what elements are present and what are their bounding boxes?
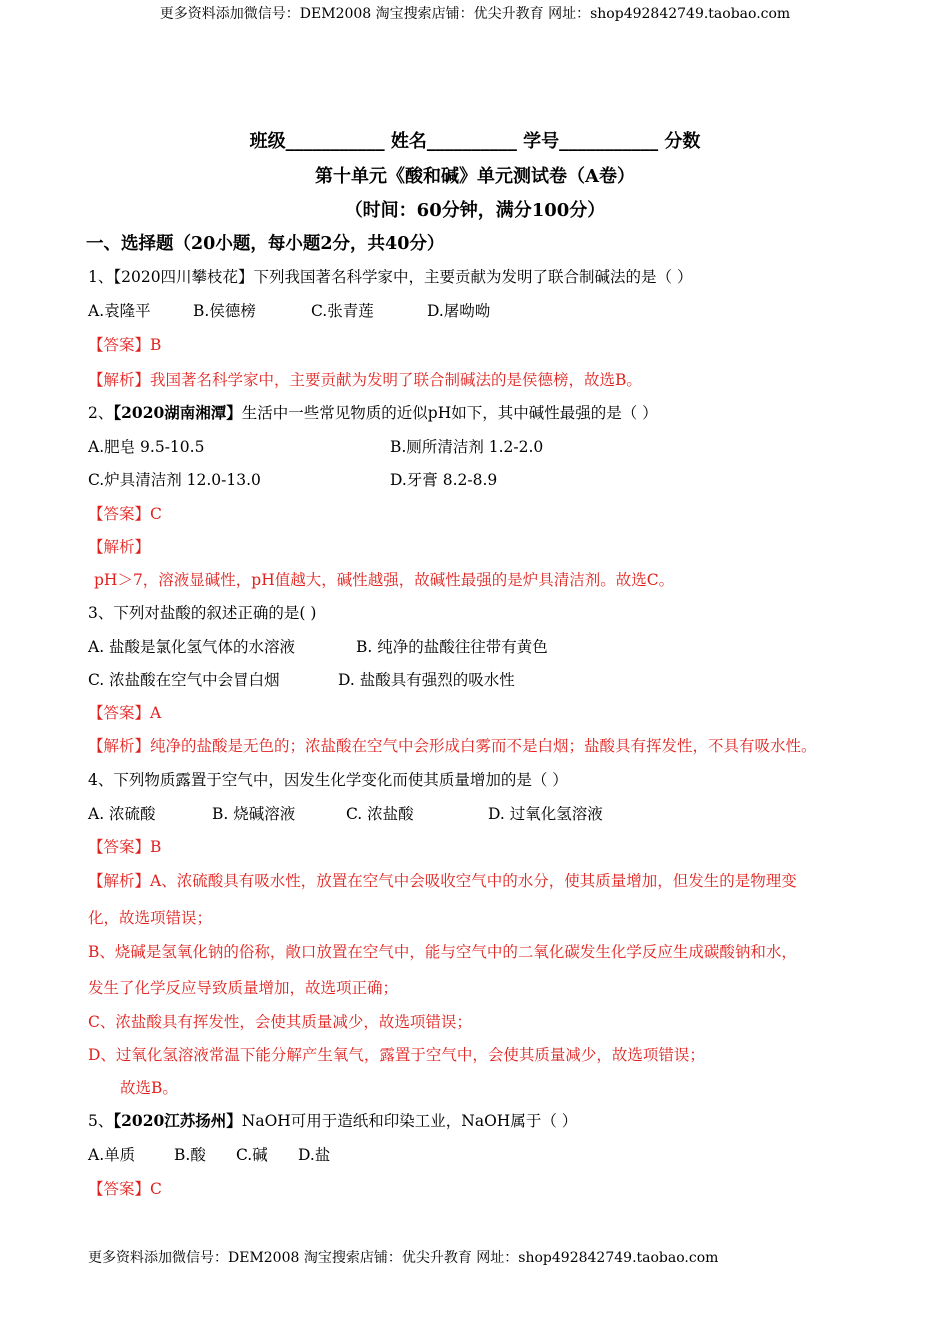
page-footer: 更多资料添加微信号：DEM2008 淘宝搜索店铺：优尖升教育 网址：shop492842749.taobao.com <box>88 1250 719 1266</box>
question-5-answer: 【答案】C <box>88 1180 162 1198</box>
question-2-options-row-2 <box>88 468 497 490</box>
question-source: 【2020江苏扬州】 <box>113 1111 242 1130</box>
question-4-stem: 4、下列物质露置于空气中，因发生化学变化而使其质量增加的是（ ） <box>88 771 568 789</box>
page-header: 更多资料添加微信号：DEM2008 淘宝搜索店铺：优尖升教育 网址：shop492842749.taobao.com <box>159 6 791 22</box>
student-info-fields: 班级___________ 姓名__________ 学号___________ 分数 <box>249 131 701 152</box>
option-c: C. 浓盐酸在空气中会冒白烟 <box>88 671 280 689</box>
question-4-analysis-line-2: 化，故选项错误； <box>88 909 213 927</box>
option-d: D. 过氧化氢溶液 <box>488 805 603 823</box>
question-1-analysis: 【解析】我国著名科学家中，主要贡献为发明了联合制碱法的是侯德榜，故选B。 <box>88 371 642 389</box>
question-4-analysis-line-7: 故选B。 <box>120 1079 178 1097</box>
question-4-analysis-line-1: 【解析】A、浓硫酸具有吸水性，放置在空气中会吸收空气中的水分，使其质量增加，但发生的是物理变 <box>88 872 797 890</box>
option-b: B. 烧碱溶液 <box>212 805 296 823</box>
question-4-answer: 【答案】B <box>88 838 162 856</box>
option-a: A. 盐酸是氯化氢气体的水溶液 <box>88 638 296 656</box>
question-4-analysis-line-5: C、浓盐酸具有挥发性，会使其质量减少，故选项错误； <box>88 1013 472 1031</box>
option-a: A.单质 <box>88 1146 136 1164</box>
option-d: D. 盐酸具有强烈的吸水性 <box>338 671 515 689</box>
option-b: B.侯德榜 <box>193 302 256 320</box>
exam-title: 第十单元《酸和碱》单元测试卷（A卷） <box>315 166 635 187</box>
question-5-options <box>88 1143 330 1165</box>
option-d: D.屠呦呦 <box>427 302 491 320</box>
question-text: 生活中一些常见物质的近似pH如下，其中碱性最强的是（ ） <box>241 404 658 422</box>
question-4-analysis-line-6: D、过氧化氢溶液常温下能分解产生氧气，露置于空气中，会使其质量减少，故选项错误； <box>88 1046 705 1064</box>
option-c: C.碱 <box>236 1146 268 1164</box>
question-5-stem <box>88 1109 577 1131</box>
option-c: C.炉具清洁剂 12.0-13.0 <box>88 471 261 489</box>
question-1-options <box>88 299 490 321</box>
option-d: D.牙膏 8.2-8.9 <box>390 471 498 489</box>
option-c: C.张青莲 <box>311 302 374 320</box>
question-1-answer: 【答案】B <box>88 336 162 354</box>
option-b: B. 纯净的盐酸往往带有黄色 <box>356 638 548 656</box>
question-3-analysis: 【解析】纯净的盐酸是无色的；浓盐酸在空气中会形成白雾而不是白烟；盐酸具有挥发性，不具有吸水性。 <box>88 737 817 755</box>
question-4-analysis-line-4: 发生了化学反应导致质量增加，故选项正确； <box>88 979 399 997</box>
question-2-options-row-1 <box>88 435 543 457</box>
option-a: A.袁隆平 <box>88 302 151 320</box>
question-3-answer: 【答案】A <box>88 704 162 722</box>
question-2-analysis-label: 【解析】 <box>88 538 151 556</box>
question-3-stem: 3、下列对盐酸的叙述正确的是( ) <box>88 604 317 622</box>
exam-subtitle: （时间：60分钟，满分100分） <box>344 200 606 221</box>
option-b: B.厕所清洁剂 1.2-2.0 <box>390 438 544 456</box>
option-a: A.肥皂 9.5-10.5 <box>88 438 205 456</box>
option-b: B.酸 <box>174 1146 206 1164</box>
question-2-stem <box>88 401 658 423</box>
question-2-answer: 【答案】C <box>88 505 162 523</box>
question-number: 5、 <box>88 1112 114 1130</box>
question-4-analysis-line-3: B、烧碱是氢氧化钠的俗称，敞口放置在空气中，能与空气中的二氧化碳发生化学反应生成碳酸钠和水， <box>88 943 797 961</box>
option-d: D.盐 <box>298 1146 331 1164</box>
question-3-options-row-2 <box>88 668 515 690</box>
question-source: 【2020湖南湘潭】 <box>113 403 242 422</box>
option-c: C. 浓盐酸 <box>346 805 414 823</box>
section-heading: 一、选择题（20小题，每小题2分，共40分） <box>86 234 445 254</box>
question-2-analysis: pH＞7，溶液显碱性，pH值越大，碱性越强，故碱性最强的是炉具清洁剂。故选C。 <box>94 571 675 589</box>
option-a: A. 浓硫酸 <box>88 805 156 823</box>
question-number: 2、 <box>88 404 114 422</box>
question-3-options-row-1 <box>88 635 548 657</box>
question-4-options <box>88 802 603 824</box>
question-1-stem: 1、【2020四川攀枝花】下列我国著名科学家中，主要贡献为发明了联合制碱法的是（ ） <box>88 268 693 286</box>
question-text: NaOH可用于造纸和印染工业，NaOH属于（ ） <box>241 1112 578 1130</box>
